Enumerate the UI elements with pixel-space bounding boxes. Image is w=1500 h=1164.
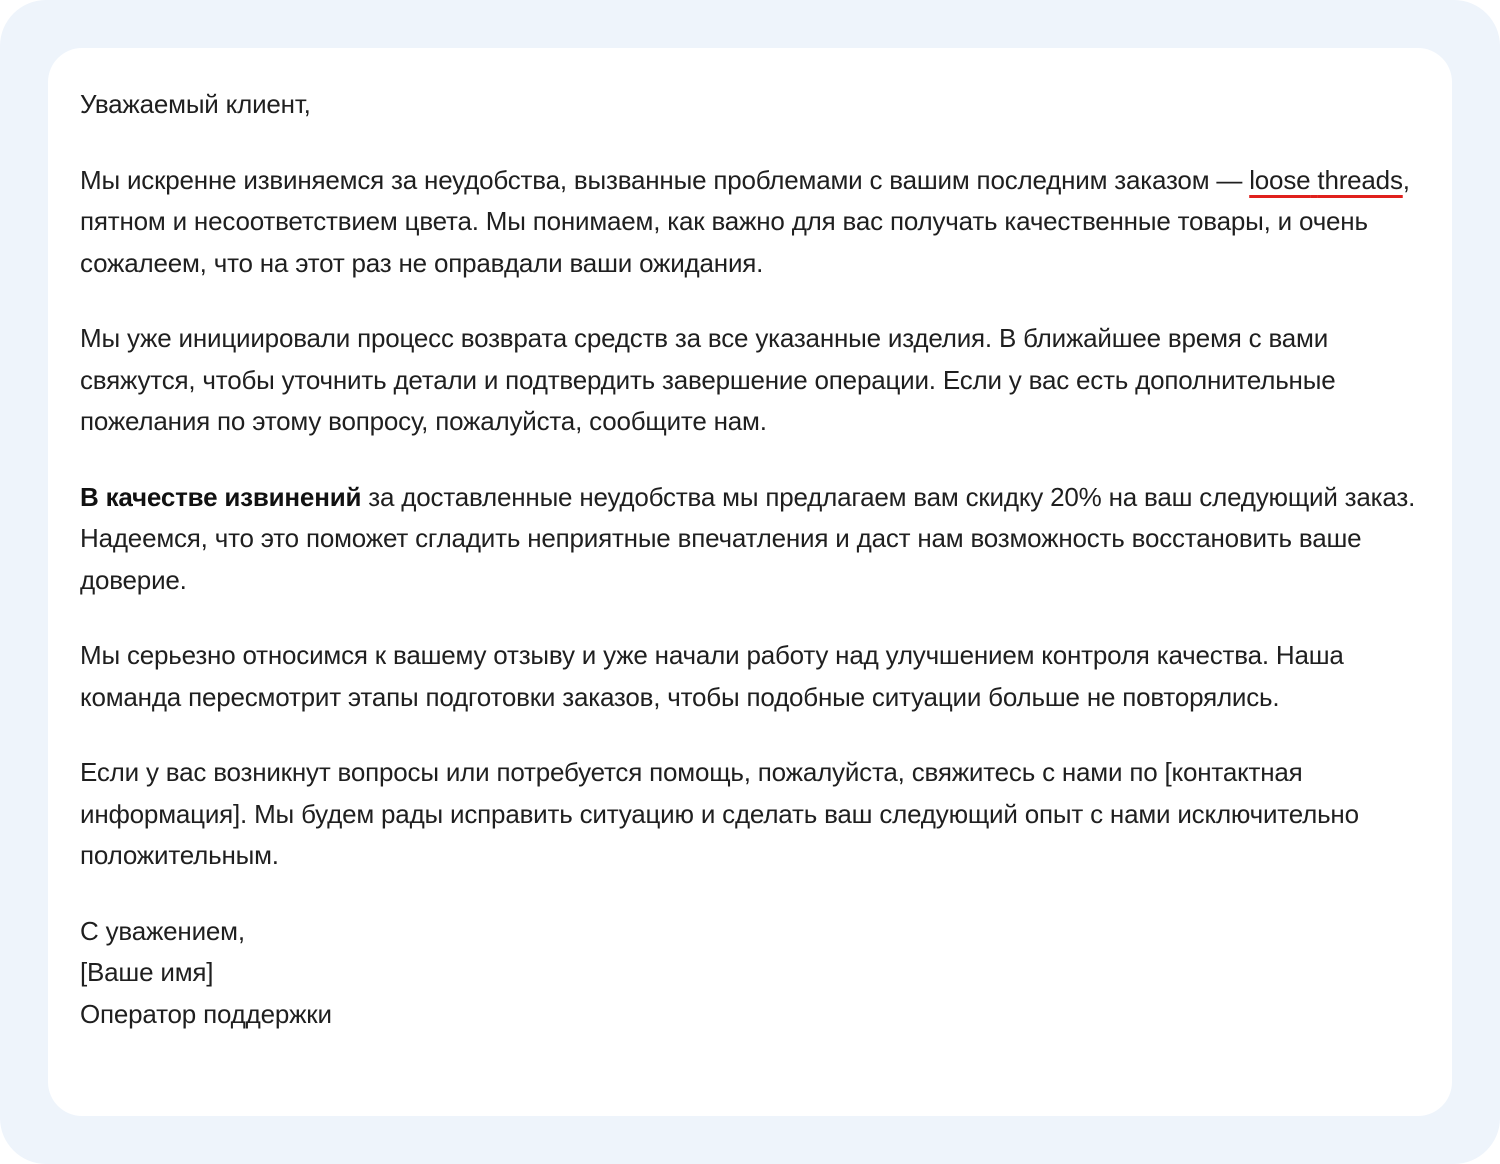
paragraph-gap bbox=[80, 284, 1420, 318]
paragraph-contact: Если у вас возникнут вопросы или потребуется помощь, пожалуйста, свяжитесь с нами по [контактная информация]. Мы будем рады исправить ситуацию и сделать ваш следующий опыт с нами исключительно положительным. bbox=[80, 757, 1359, 870]
paragraph-gap bbox=[80, 877, 1420, 911]
bold-phrase: В качестве извинений bbox=[80, 481, 362, 512]
paragraph-gap bbox=[80, 443, 1420, 477]
signoff-role: Оператор поддержки bbox=[80, 998, 332, 1029]
paragraph-discount bbox=[80, 477, 1420, 602]
paragraph-apology-start: Мы искренне извиняемся за неудобства, вызванные проблемами с вашим последним заказом — bbox=[80, 164, 1250, 195]
paragraph-discount-rest: за доставленные неудобства мы предлагаем вам скидку 20% на ваш следующий заказ. Надеемся, что это поможет сгладить неприятные впечатления и даст нам возможность восстановить ваше доверие. bbox=[80, 481, 1416, 595]
paragraph-quality: Мы серьезно относимся к вашему отзыву и уже начали работу над улучшением контроля качества. Наша команда пересмотрит этапы подготовки заказов, чтобы подобные ситуации больше не повторялись. bbox=[80, 640, 1344, 712]
misspelled-word-loose[interactable]: loose bbox=[1249, 164, 1311, 195]
paragraph-gap bbox=[80, 601, 1420, 635]
letter-body[interactable] bbox=[80, 84, 1420, 1035]
paragraph-gap bbox=[80, 718, 1420, 752]
signoff-closing: С уважением, bbox=[80, 915, 245, 946]
misspelled-word-threads[interactable]: threads bbox=[1317, 164, 1403, 195]
greeting: Уважаемый клиент, bbox=[80, 89, 311, 119]
paragraph-apology-end: , пятном и несоответствием цвета. Мы понимаем, как важно для вас получать качественные товары, и очень сожалеем, что на этот раз не оправдали ваши ожидания. bbox=[80, 164, 1410, 278]
paragraph-apology bbox=[80, 160, 1420, 285]
paragraph-refund: Мы уже инициировали процесс возврата средств за все указанные изделия. В ближайшее время с вами свяжутся, чтобы уточнить детали и подтвердить завершение операции. Если у вас есть дополнительные пожелания по этому вопросу, пожалуйста, сообщите нам. bbox=[80, 323, 1336, 436]
paragraph-gap bbox=[80, 126, 1420, 160]
signoff-name: [Ваше имя] bbox=[80, 957, 214, 987]
